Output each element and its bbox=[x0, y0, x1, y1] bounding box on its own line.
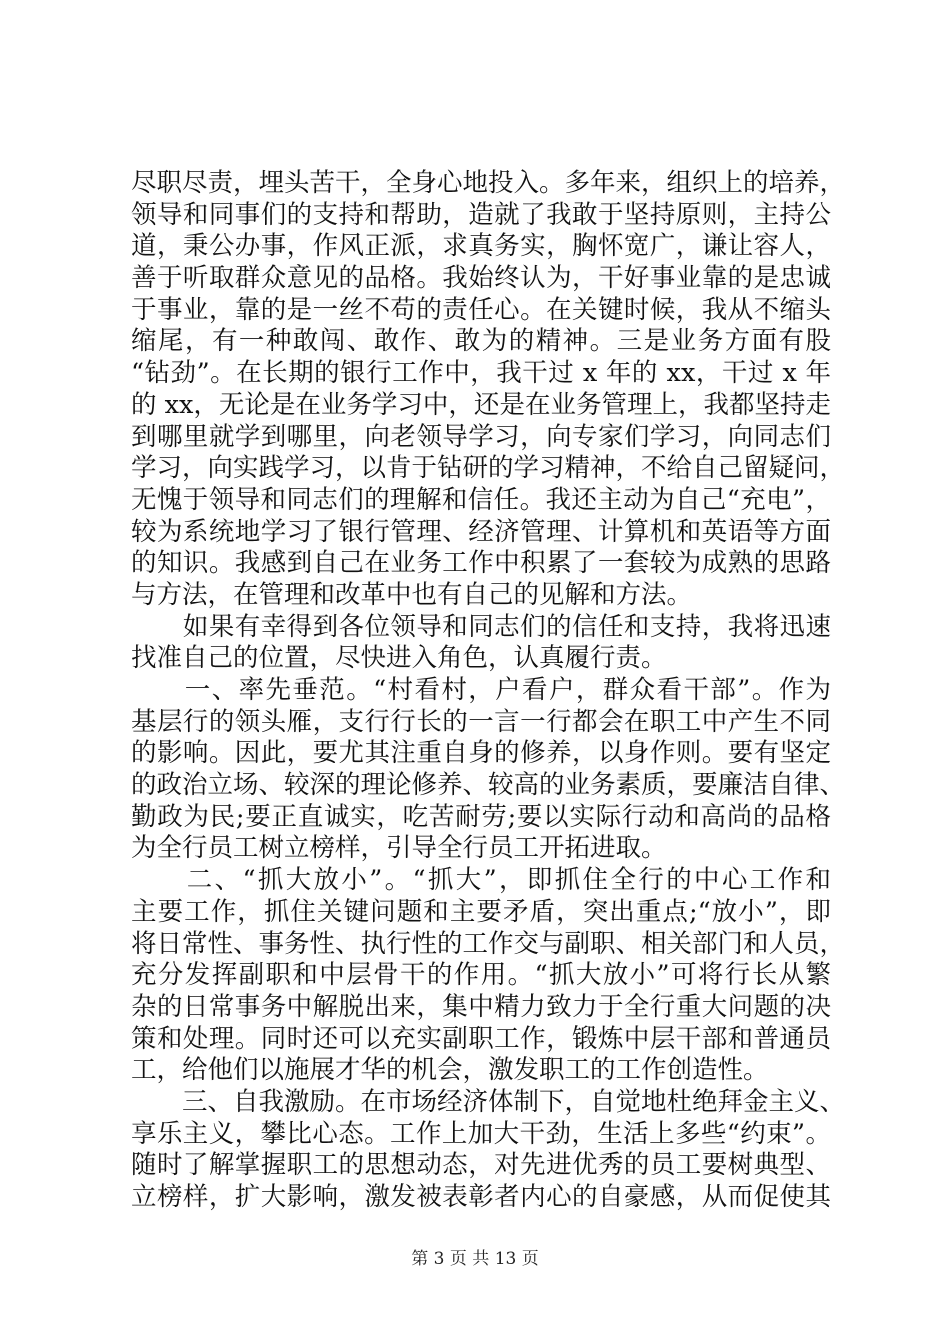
text-line: 基层行的领头雁，支行行长的一言一行都会在职工中产生不同 bbox=[131, 706, 831, 737]
text-line: 的知识。我感到自己在业务工作中积累了一套较为成熟的思路 bbox=[131, 548, 831, 579]
text-line: 杂的日常事务中解脱出来，集中精力致力于全行重大问题的决 bbox=[131, 991, 831, 1022]
text-line: 立榜样，扩大影响，激发被表彰者内心的自豪感，从而促使其 bbox=[131, 1182, 831, 1212]
text-line: 二、“抓大放小”。“抓大”，即抓住全行的中心工作和 bbox=[131, 865, 831, 896]
text-line: 于事业，靠的是一丝不苟的责任心。在关键时候，我从不缩头 bbox=[131, 294, 831, 325]
text-line: 三、自我激励。在市场经济体制下，自觉地杜绝拜金主义、 bbox=[131, 1086, 846, 1117]
text-line: 尽职尽责，埋头苦干，全身心地投入。多年来，组织上的培养， bbox=[131, 168, 846, 198]
text-line: 较为系统地学习了银行管理、经济管理、计算机和英语等方面 bbox=[131, 516, 831, 547]
page-footer: 第 3 页 共 13 页 bbox=[411, 1249, 539, 1269]
text-line: 勤政为民;要正直诚实，吃苦耐劳;要以实际行动和高尚的品格 bbox=[131, 801, 831, 832]
text-line: 一、率先垂范。“村看村，户看户，群众看干部”。作为 bbox=[131, 675, 831, 705]
text-line: 的政治立场、较深的理论修养、较高的业务素质，要廉洁自律、 bbox=[131, 770, 846, 801]
text-line: 领导和同事们的支持和帮助，造就了我敢于坚持原则，主持公 bbox=[131, 199, 831, 230]
text-line: 学习，向实践学习，以肯于钻研的学习精神，不给自己留疑问， bbox=[131, 453, 846, 484]
text-line: 到哪里就学到哪里，向老领导学习，向专家们学习，向同志们 bbox=[131, 421, 831, 452]
text-line: 将日常性、事务性、执行性的工作交与副职、相关部门和人员， bbox=[131, 928, 846, 959]
text-line: 善于听取群众意见的品格。我始终认为，干好事业靠的是忠诚 bbox=[131, 263, 831, 294]
text-line: 无愧于领导和同志们的理解和信任。我还主动为自己“充电”， bbox=[131, 484, 831, 515]
paragraph-last-line: 找准自己的位置，尽快进入角色，认真履行责。 bbox=[131, 643, 667, 674]
body-text bbox=[131, 168, 846, 1214]
text-line: 的影响。因此，要尤其注重自身的修养，以身作则。要有坚定 bbox=[131, 738, 831, 769]
text-line: “钻劲”。在长期的银行工作中，我干过 x 年的 xx，干过 x 年 bbox=[131, 358, 831, 389]
text-line: 主要工作，抓住关键问题和主要矛盾，突出重点;“放小”，即 bbox=[131, 896, 831, 927]
text-line: 策和处理。同时还可以充实副职工作，锻炼中层干部和普通员 bbox=[131, 1023, 831, 1054]
paragraph-last-line: 为全行员工树立榜样，引导全行员工开拓进取。 bbox=[131, 833, 667, 864]
text-line: 充分发挥副职和中层骨干的作用。“抓大放小”可将行长从繁 bbox=[131, 960, 831, 991]
paragraph-last-line: 与方法，在管理和改革中也有自己的见解和方法。 bbox=[131, 579, 693, 610]
text-line: 道，秉公办事，作风正派，求真务实，胸怀宽广，谦让容人， bbox=[131, 231, 831, 262]
text-line: 的 xx，无论是在业务学习中，还是在业务管理上，我都坚持走 bbox=[131, 389, 831, 420]
text-line: 随时了解掌握职工的思想动态，对先进优秀的员工要树典型、 bbox=[131, 1150, 831, 1181]
text-line: 缩尾，有一种敢闯、敢作、敢为的精神。三是业务方面有股 bbox=[131, 326, 831, 357]
paragraph-last-line: 工，给他们以施展才华的机会，激发职工的工作创造性。 bbox=[131, 1055, 769, 1086]
text-line: 如果有幸得到各位领导和同志们的信任和支持，我将迅速 bbox=[131, 611, 831, 642]
text-line: 享乐主义，攀比心态。工作上加大干劲，生活上多些“约束”。 bbox=[131, 1118, 831, 1149]
